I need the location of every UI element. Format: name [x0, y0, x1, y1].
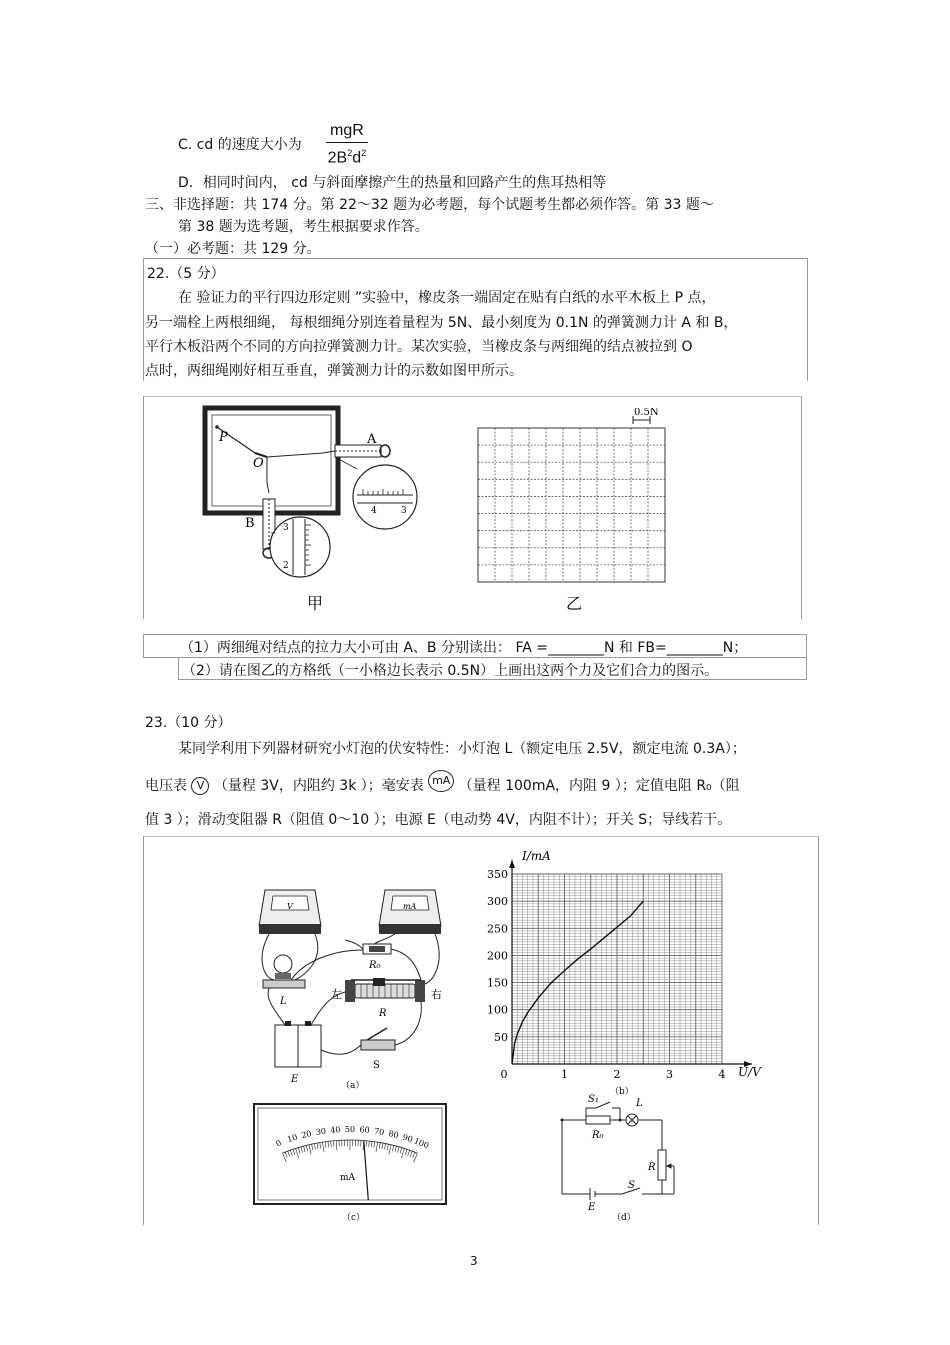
meter-scale-label: 20	[300, 1128, 313, 1141]
option-c-fraction	[326, 122, 368, 168]
scale-a-3: 3	[401, 506, 407, 516]
q23-para-2: 电压表 V （量程 3V，内阻约 3k ）；毫安表 mA （量程 100mA，内阻 9 ）；定值电阻 R₀（阻	[145, 775, 740, 795]
meter-v-label: V	[287, 902, 293, 911]
meter-scale-label: 40	[329, 1125, 341, 1135]
meter-unit: mA	[340, 1173, 356, 1183]
meter-scale-label: 10	[286, 1132, 299, 1145]
label-o: O	[253, 456, 264, 471]
chart-ylabel: I/mA	[522, 849, 551, 863]
label-d-r: R	[648, 1162, 656, 1173]
meter-scale-label: 0	[274, 1138, 283, 1149]
section3-line2: 第 38 题为选考题，考生根据要求作答。	[178, 219, 429, 235]
meter-ma-label: mA	[403, 902, 417, 911]
q22-sub2: （2）请在图乙的方格纸（一小格边长表示 0.5N）上画出这两个力及它们合力的图示。	[182, 663, 719, 679]
y-tick-label: 350	[487, 868, 508, 881]
q22-para-2: 另一端栓上两根细绳， 每根细绳分别连着量程为 5N、最小刻度为 0.1N 的弹簧测力计 A 和 B，	[145, 315, 738, 331]
label-d-s: S	[628, 1180, 635, 1191]
q22-para-1: 在 验证力的平行四边形定则 ”实验中，橡皮条一端固定在贴有白纸的水平木板上 P 点，	[178, 290, 716, 306]
label-r: R	[379, 1008, 387, 1019]
q23-title: 23.（10 分）	[145, 715, 232, 731]
origin-label: 0	[500, 1068, 508, 1081]
label-left: 左	[331, 988, 342, 1001]
label-d-l: L	[636, 1098, 643, 1109]
y-tick-label: 200	[487, 949, 508, 963]
meter-scale-label: 100	[412, 1136, 431, 1151]
section3-line1: 三、非选择题：共 174 分。第 22～32 题为必考题，每个试题考生都必须作答。第 33 题～	[145, 197, 714, 213]
meter-scale-label: 70	[373, 1126, 385, 1137]
label-d-e: E	[588, 1202, 596, 1213]
meter-scale-label: 90	[401, 1132, 414, 1145]
y-tick-label: 50	[494, 1030, 508, 1044]
y-tick-label: 300	[487, 895, 508, 909]
label-r0: R₀	[369, 960, 381, 971]
label-e: E	[291, 1074, 299, 1085]
milliammeter-icon: mA	[428, 770, 454, 792]
caption-yi: 乙	[566, 594, 583, 613]
figure-c-meter	[252, 1100, 450, 1222]
label-b: B	[245, 516, 255, 531]
y-tick-label: 100	[487, 1003, 508, 1017]
caption-jia: 甲	[307, 594, 324, 613]
figure-yi	[470, 408, 680, 613]
section3-subheading: （一）必考题：共 129 分。	[145, 241, 321, 257]
label-s: S	[373, 1060, 380, 1071]
option-d-text: D．相同时间内， cd 与斜面摩擦产生的热量和回路产生的焦耳热相等	[178, 175, 607, 191]
x-tick-label: 2	[613, 1068, 621, 1081]
q23-para-3: 值 3 ）；滑动变阻器 R（阻值 0～10 ）；电源 E（电动势 4V，内阻不计）；开关 S；导线若干。	[145, 812, 732, 828]
caption-c: （c）	[342, 1213, 366, 1222]
chart-xlabel: U/V	[738, 1065, 761, 1079]
meter-scale-label: 50	[344, 1125, 356, 1134]
label-p: P	[219, 430, 228, 445]
label-a: A	[367, 432, 377, 447]
q22-sub1: （1）两细绳对结点的拉力大小可由 A、B 分别读出： FA =________N 和 FB=________N；	[180, 640, 748, 656]
fraction-denominator: $2B^2d^2$	[327, 148, 367, 167]
figure-jia	[195, 405, 435, 615]
y-tick-label: 250	[487, 922, 508, 936]
label-right: 右	[431, 988, 442, 1001]
caption-a: （a）	[341, 1081, 365, 1090]
scale-a-4: 4	[371, 506, 377, 516]
label-d-r0: R₀	[592, 1130, 604, 1141]
voltmeter-icon: V	[191, 777, 209, 795]
page-number: 3	[470, 1254, 478, 1268]
figure-a-circuit	[245, 880, 460, 1090]
q22-para-4: 点时，两细绳刚好相互垂直，弹簧测力计的示数如图甲所示。	[145, 363, 523, 379]
caption-d: （d）	[612, 1213, 636, 1222]
meter-scale-label: 30	[315, 1126, 327, 1137]
meter-scale-label: 60	[359, 1125, 371, 1135]
option-c-text: C. cd 的速度大小为	[178, 137, 302, 153]
scale-b-3: 3	[283, 523, 289, 533]
fraction-numerator: mgR	[326, 122, 368, 143]
figure-b-chart	[478, 842, 768, 1100]
figure-d-diagram	[550, 1092, 700, 1222]
grid-scale-label: 0.5N	[634, 408, 659, 418]
q23-para-1: 某同学利用下列器材研究小灯泡的伏安特性：小灯泡 L（额定电压 2.5V，额定电流 0.3A）；	[178, 741, 746, 757]
label-s1: S₁	[588, 1094, 599, 1105]
label-l: L	[280, 996, 287, 1007]
y-tick-label: 150	[487, 976, 508, 990]
x-tick-label: 4	[718, 1068, 726, 1081]
x-tick-label: 1	[561, 1068, 568, 1081]
q22-para-3: 平行木板沿两个不同的方向拉弹簧测力计。某次实验，当橡皮条与两细绳的结点被拉到 O	[145, 339, 693, 355]
x-tick-label: 3	[666, 1068, 673, 1081]
scale-b-2: 2	[283, 561, 289, 571]
q22-title: 22.（5 分）	[147, 266, 225, 282]
meter-scale-label: 80	[387, 1128, 400, 1141]
caption-b: （b）	[610, 1087, 634, 1097]
